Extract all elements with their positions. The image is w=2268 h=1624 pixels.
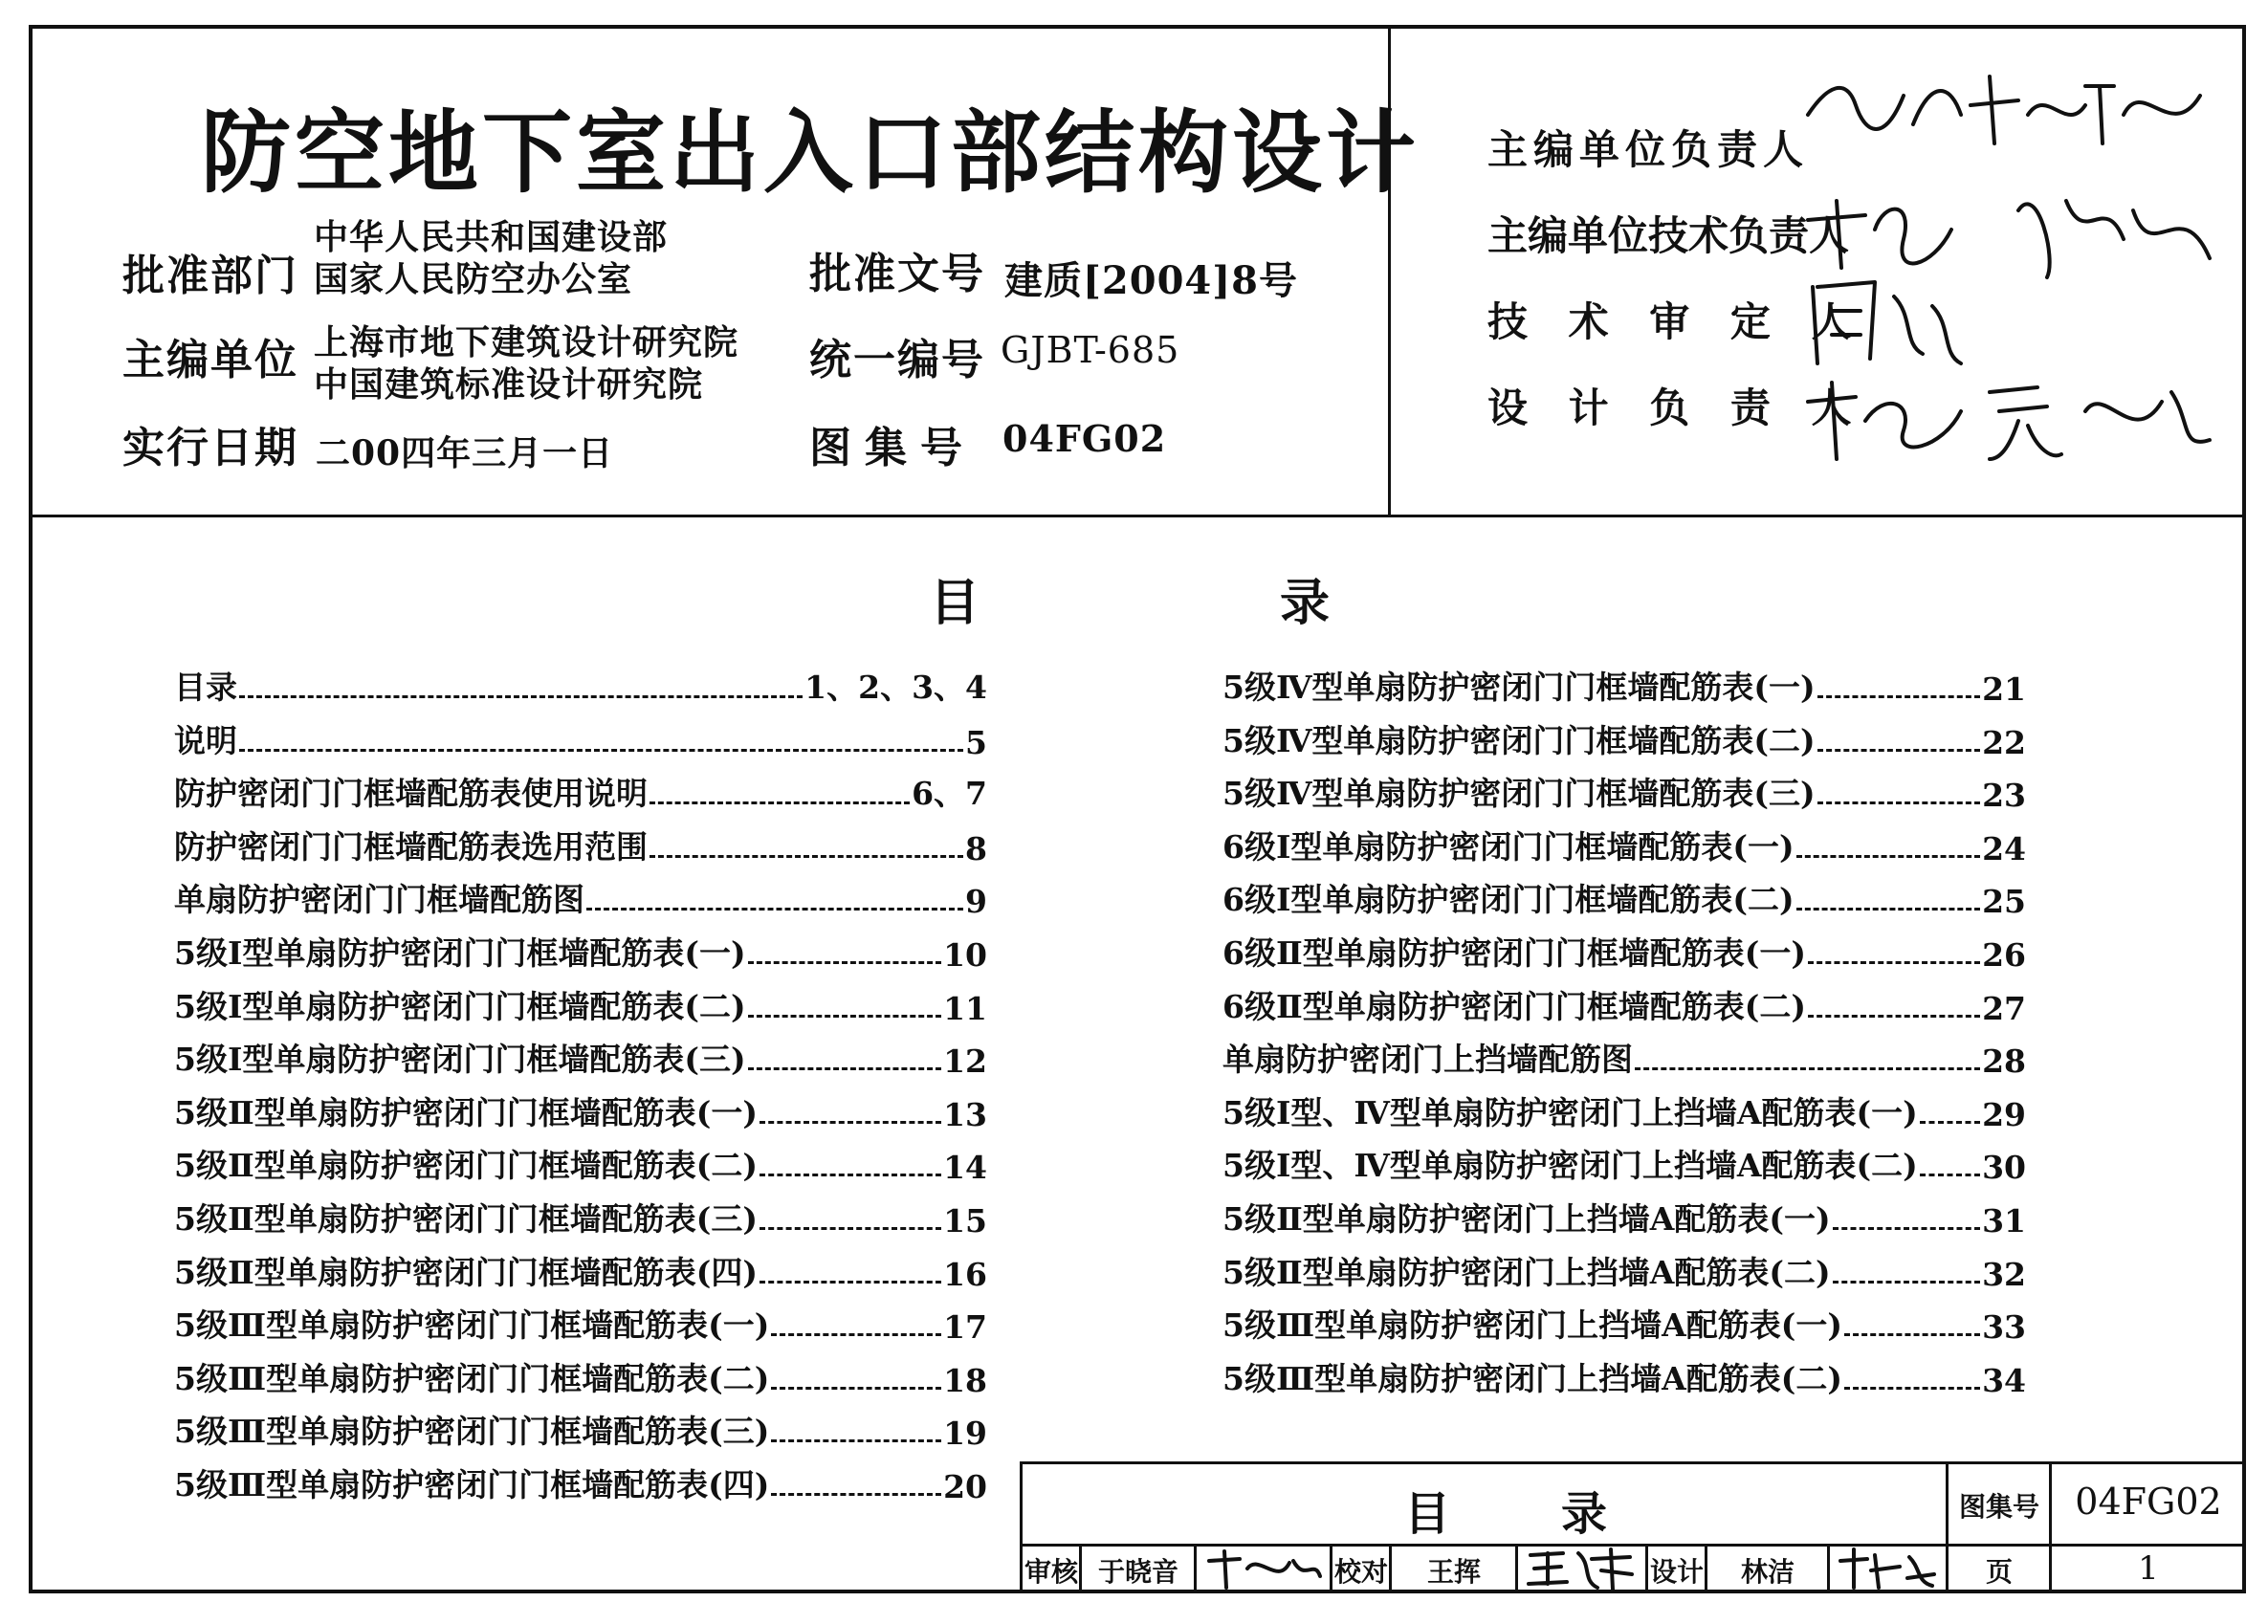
toc-entry [174,1038,987,1080]
toc-leader-dots [1796,855,1980,858]
toc-entry [174,1144,987,1186]
toc-entry [1222,1091,2026,1133]
titleblock-check-name: 王挥 [1426,1556,1481,1588]
toc-entry [174,1304,987,1346]
toc-entry [174,1410,987,1452]
design-head-label: 设 计 负 责 人 [1487,384,1865,431]
toc-entry [174,1197,987,1240]
toc-entry-title: 单扇防护密闭门上挡墙配筋图 [1222,1041,1633,1079]
toc-entry-title: 5级Ⅱ型单扇防护密闭门门框墙配筋表(三) [174,1200,759,1238]
toc-entry-page: 26 [1982,936,2026,974]
toc-leader-dots [760,1174,941,1176]
toc-entry-page: 20 [943,1468,987,1505]
approval-no-label: 批准文号 [809,250,985,298]
approval-dept-value-1: 中华人民共和国建设部 [314,217,669,257]
toc-leader-dots [1833,1281,1980,1284]
toc-entry-page: 23 [1982,777,2026,815]
toc-entry [174,932,987,974]
toc-entry-page: 18 [943,1361,987,1399]
approval-dept-value-2: 国家人民防空办公室 [314,259,633,299]
toc-entry-title: 5级Ⅳ型单扇防护密闭门门框墙配筋表(二) [1222,721,1816,759]
toc-leader-dots [239,749,963,752]
titleblock-atlas-divider [1946,1461,1949,1593]
atlas-no-value: 04FG02 [1002,417,1167,460]
toc-entry [1222,1144,2026,1186]
toc-entry-title: 5级Ⅰ型、Ⅳ型单扇防护密闭门上挡墙A配筋表(一) [1222,1093,1918,1131]
titleblock-atlas-value-divider [2049,1461,2052,1593]
toc-entry-title: 5级Ⅱ型单扇防护密闭门门框墙配筋表(二) [174,1147,759,1185]
toc-entry-title: 5级Ⅳ型单扇防护密闭门门框墙配筋表(一) [1222,669,1816,706]
toc-entry-page: 5 [965,723,987,761]
toc-entry-title: 5级Ⅲ型单扇防护密闭门门框墙配筋表(一) [174,1306,770,1345]
toc-entry-page: 8 [965,829,987,867]
atlas-no-label: 图集号 [809,424,976,472]
titleblock-name-right: 录 [1561,1487,1608,1541]
toc-entry-title: 5级Ⅱ型单扇防护密闭门上挡墙A配筋表(二) [1222,1253,1831,1291]
toc-entry-page: 34 [1982,1361,2026,1399]
toc-entry-page: 24 [1982,829,2026,867]
toc-leader-dots [1844,1387,1980,1390]
toc-entry-page: 10 [943,936,987,974]
toc-entry-title: 5级Ⅱ型单扇防护密闭门上挡墙A配筋表(一) [1222,1200,1831,1238]
header-divider [29,515,2246,517]
toc-entry [174,985,987,1027]
signature-design-head [1798,363,2219,469]
titleblock-check-signature [1525,1546,1640,1591]
titleblock-cell-divider [1330,1544,1332,1593]
toc-entry-page: 16 [943,1255,987,1293]
toc-leader-dots [748,1067,941,1070]
titleblock-top-line [1020,1461,2246,1464]
toc-entry-title: 5级Ⅲ型单扇防护密闭门上挡墙A配筋表(一) [1222,1306,1842,1345]
toc-leader-dots [748,961,941,964]
toc-entry [174,878,987,920]
titleblock-design-name: 林洁 [1740,1556,1795,1588]
toc-leader-dots [1920,1121,1980,1124]
toc-entry [1222,772,2026,814]
signature-tech-reviewer [1798,268,1971,373]
titleblock-design-signature [1833,1546,1940,1591]
titleblock-cell-divider [1705,1544,1707,1593]
toc-entry-page: 27 [1982,989,2026,1027]
chief-tech-head-label: 主编单位技术负责人 [1487,212,1850,259]
titleblock-cell-divider [1079,1544,1082,1593]
titleblock-left-line [1020,1461,1023,1593]
titleblock-page-value: 1 [2138,1549,2159,1588]
toc-entry [174,666,987,708]
toc-entry-page: 33 [1982,1308,2026,1347]
toc-entry-title: 6级Ⅰ型单扇防护密闭门门框墙配筋表(二) [1222,881,1795,919]
toc-entry-title: 5级Ⅲ型单扇防护密闭门门框墙配筋表(二) [174,1359,770,1397]
toc-leader-dots [1817,801,1980,804]
toc-leader-dots [1817,749,1980,752]
toc-entry-page: 25 [1982,883,2026,921]
toc-entry-page: 17 [943,1308,987,1347]
titleblock-review-signature [1201,1547,1326,1591]
toc-entry [174,1091,987,1133]
toc-leader-dots [1808,1015,1980,1018]
toc-leader-dots [771,1387,941,1390]
toc-leader-dots [1635,1067,1980,1070]
toc-heading-right: 录 [1280,574,1331,632]
toc-entry [174,825,987,867]
toc-entry-title: 目录 [174,669,237,706]
toc-leader-dots [1808,961,1980,964]
editor-label: 主编单位 [122,336,298,384]
toc-entry [1222,1304,2026,1346]
unified-no-label: 统一编号 [809,336,985,384]
titleblock-cell-divider [1194,1544,1197,1593]
titleblock-check-label: 校对 [1333,1556,1388,1588]
toc-entry-title: 5级Ⅳ型单扇防护密闭门门框墙配筋表(三) [1222,775,1816,813]
toc-entry [1222,878,2026,920]
toc-leader-dots [748,1015,941,1018]
toc-entry-title: 单扇防护密闭门门框墙配筋图 [174,881,584,919]
titleblock-cell-divider [1389,1544,1392,1593]
toc-leader-dots [239,695,803,698]
toc-leader-dots [650,801,910,804]
toc-entry [1222,719,2026,761]
toc-entry-title: 防护密闭门门框墙配筋表选用范围 [174,827,648,866]
toc-leader-dots [760,1121,941,1124]
titleblock-page-label: 页 [1985,1556,2013,1588]
toc-entry-title: 6级Ⅰ型单扇防护密闭门门框墙配筋表(一) [1222,827,1795,866]
toc-leader-dots [771,1333,941,1336]
editor-value-2: 中国建筑标准设计研究院 [314,364,704,405]
toc-entry [1222,1357,2026,1399]
toc-entry-page: 15 [943,1202,987,1240]
toc-entry-title: 5级Ⅰ型、Ⅳ型单扇防护密闭门上挡墙A配筋表(二) [1222,1147,1918,1185]
toc-leader-dots [1796,908,1980,911]
toc-leader-dots [760,1227,941,1230]
toc-leader-dots [760,1281,941,1284]
toc-entry-page: 31 [1982,1202,2026,1240]
titleblock-cell-divider [1515,1544,1518,1593]
effective-date-value: 二00四年三月一日 [316,433,614,473]
toc-entry-page: 32 [1982,1255,2026,1293]
toc-entry [1222,985,2026,1027]
approval-dept-label: 批准部门 [122,252,298,300]
toc-entry-page: 30 [1982,1149,2026,1187]
toc-entry [174,719,987,761]
toc-entry-title: 5级Ⅰ型单扇防护密闭门门框墙配筋表(二) [174,987,746,1025]
effective-date-label: 实行日期 [122,424,298,472]
toc-entry [1222,825,2026,867]
toc-entry [1222,666,2026,708]
toc-leader-dots [771,1493,941,1496]
toc-entry-page: 28 [1982,1042,2026,1081]
toc-entry-page: 14 [943,1149,987,1187]
titleblock-cell-divider [1827,1544,1830,1593]
toc-leader-dots [771,1439,941,1442]
toc-entry-title: 6级Ⅱ型单扇防护密闭门门框墙配筋表(二) [1222,987,1807,1025]
toc-heading-left: 目 [930,574,980,632]
toc-entry-title: 5级Ⅲ型单扇防护密闭门门框墙配筋表(三) [174,1413,770,1451]
toc-entry [174,1357,987,1399]
toc-entry-page: 6、7 [912,775,987,813]
toc-entry [1222,932,2026,974]
toc-entry [174,1251,987,1293]
toc-entry-page: 11 [943,989,987,1027]
toc-entry-page: 19 [943,1415,987,1453]
toc-entry-title: 5级Ⅰ型单扇防护密闭门门框墙配筋表(三) [174,1041,746,1079]
toc-leader-dots [1844,1333,1980,1336]
toc-entry-page: 29 [1982,1095,2026,1133]
toc-entry-page: 13 [943,1095,987,1133]
toc-entry-title: 6级Ⅱ型单扇防护密闭门门框墙配筋表(一) [1222,934,1807,972]
titleblock-review-label: 审核 [1024,1556,1078,1588]
titleblock-cell-divider [1645,1544,1648,1593]
toc-entry [1222,1251,2026,1293]
titleblock-review-name: 于晓音 [1097,1556,1178,1588]
toc-entry-page: 9 [965,883,987,921]
toc-entry [174,1463,987,1505]
page-title: 防空地下室出入口部结构设计 [201,100,1420,206]
editor-value-1: 上海市地下建筑设计研究院 [314,322,739,362]
toc-entry-page: 22 [1982,723,2026,761]
toc-entry [174,772,987,814]
toc-leader-dots [1833,1227,1980,1230]
toc-entry [1222,1038,2026,1080]
toc-entry-title: 5级Ⅱ型单扇防护密闭门门框墙配筋表(四) [174,1253,759,1291]
toc-leader-dots [1817,695,1980,698]
titleblock-atlas-label: 图集号 [1958,1491,2039,1523]
toc-entry-title: 防护密闭门门框墙配筋表使用说明 [174,775,648,813]
tech-reviewer-label: 技 术 审 定 人 [1487,298,1865,345]
toc-entry-title: 5级Ⅲ型单扇防护密闭门上挡墙A配筋表(二) [1222,1359,1842,1397]
toc-leader-dots [1920,1174,1980,1176]
titleblock-design-label: 设计 [1649,1556,1704,1588]
toc-entry-title: 说明 [174,721,237,759]
chief-editor-head-label: 主编单位负责人 [1487,126,1810,173]
toc-entry-page: 21 [1982,670,2026,708]
approval-no-value: 建质[2004]8号 [1004,258,1299,303]
toc-entry-page: 1、2、3、4 [804,669,987,706]
toc-entry [1222,1197,2026,1240]
unified-no-value: GJBT-685 [1001,329,1180,371]
titleblock-name-left: 目 [1404,1487,1451,1541]
titleblock-atlas-value: 04FG02 [2075,1481,2222,1523]
toc-entry-title: 5级Ⅰ型单扇防护密闭门门框墙配筋表(一) [174,934,746,972]
toc-entry-title: 5级Ⅱ型单扇防护密闭门门框墙配筋表(一) [174,1093,759,1131]
signature-chief-editor [1798,57,2219,163]
toc-leader-dots [586,908,963,911]
toc-entry-page: 12 [943,1042,987,1081]
toc-entry-title: 5级Ⅲ型单扇防护密闭门门框墙配筋表(四) [174,1466,770,1503]
toc-leader-dots [650,855,963,858]
